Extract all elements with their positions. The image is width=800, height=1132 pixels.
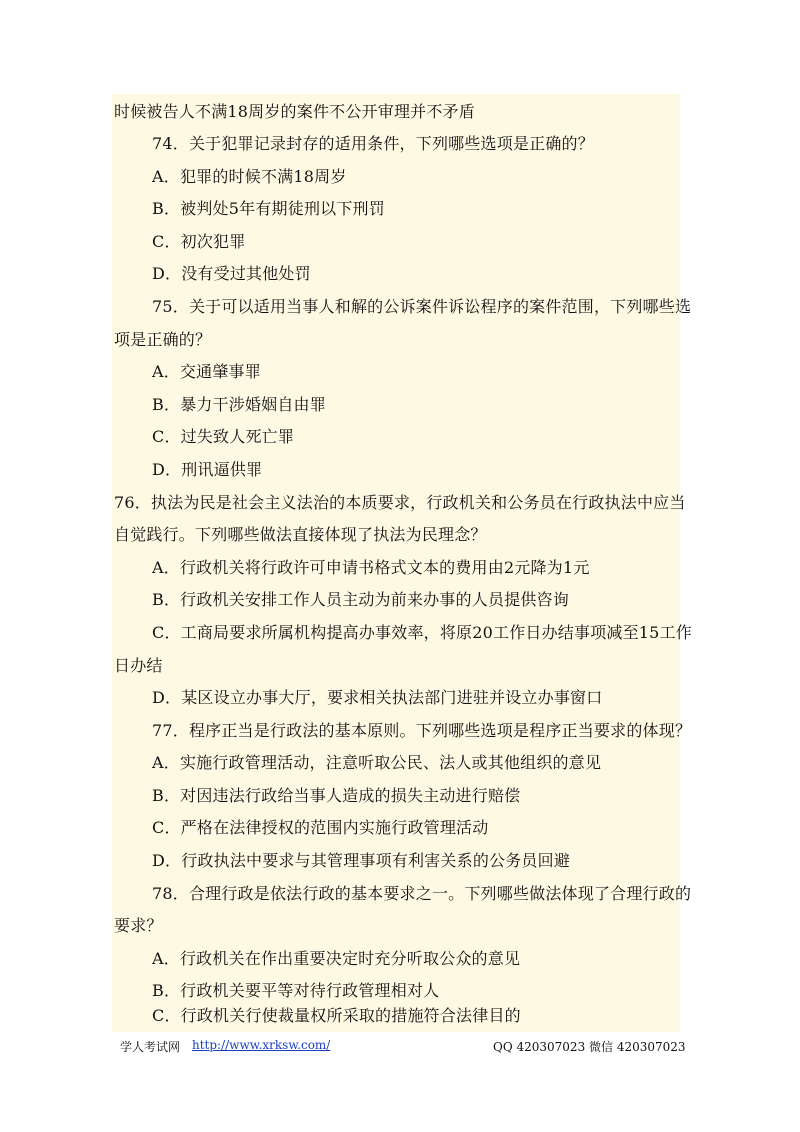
question-76-cont: 自觉践行。下列哪些做法直接体现了执法为民理念？ [114,525,487,544]
option-75-a: A．交通肇事罪 [152,362,261,381]
question-78: 78．合理行政是依法行政的基本要求之一。下列哪些做法体现了合理行政的 [152,884,692,903]
page-footer [0,1038,800,1056]
option-74-c: C．初次犯罪 [152,232,246,251]
question-76: 76．执法为民是社会主义法治的本质要求，行政机关和公务员在行政执法中应当 [114,493,686,512]
question-75-cont: 项是正确的？ [114,330,212,349]
option-78-a: A．行政机关在作出重要决定时充分听取公众的意见 [152,949,521,968]
option-78-c: C．行政机关行使裁量权所采取的措施符合法律目的 [152,1006,521,1025]
footer-site-name: 学人考试网 [120,1040,181,1054]
question-77: 77．程序正当是行政法的基本原则。下列哪些选项是程序正当要求的体现？ [152,721,692,740]
text-line: 时候被告人不满18周岁的案件不公开审理并不矛盾 [114,102,475,121]
option-77-c: C．严格在法律授权的范围内实施行政管理活动 [152,818,489,837]
option-74-d: D．没有受过其他处罚 [152,264,311,283]
option-76-b: B．行政机关安排工作人员主动为前来办事的人员提供咨询 [152,590,569,609]
option-76-d: D．某区设立办事大厅，要求相关执法部门进驻并设立办事窗口 [152,688,603,707]
option-76-a: A．行政机关将行政许可申请书格式文本的费用由2元降为1元 [152,558,590,577]
question-78-cont: 要求？ [114,916,163,935]
option-75-d: D．刑讯逼供罪 [152,460,263,479]
option-77-b: B．对因违法行政给当事人造成的损失主动进行赔偿 [152,786,521,805]
option-75-b: B．暴力干涉婚姻自由罪 [152,395,326,414]
option-76-c: C．工商局要求所属机构提高办事效率，将原20工作日办结事项减至15工作 [152,623,692,642]
footer-link[interactable]: http://www.xrksw.com/ [192,1038,331,1052]
option-76-c-cont: 日办结 [114,656,163,675]
question-75: 75．关于可以适用当事人和解的公诉案件诉讼程序的案件范围，下列哪些选 [152,297,692,316]
document-body [112,94,692,1032]
footer-contact: QQ 420307023 微信 420307023 [493,1040,686,1054]
question-74: 74．关于犯罪记录封存的适用条件，下列哪些选项是正确的？ [152,134,594,153]
option-78-b: B．行政机关要平等对待行政管理相对人 [152,981,440,1000]
option-75-c: C．过失致人死亡罪 [152,427,295,446]
option-77-a: A．实施行政管理活动，注意听取公民、法人或其他组织的意见 [152,753,602,772]
option-74-a: A．犯罪的时候不满18周岁 [152,167,347,186]
option-74-b: B．被判处5年有期徒刑以下刑罚 [152,199,385,218]
option-77-d: D．行政执法中要求与其管理事项有利害关系的公务员回避 [152,851,571,870]
